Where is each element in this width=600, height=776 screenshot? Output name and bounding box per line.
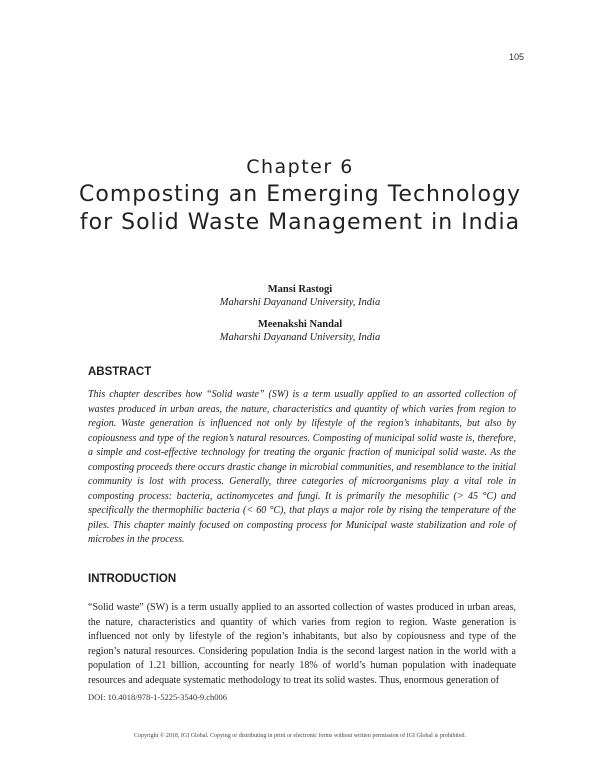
author-affiliation: Maharshi Dayanand University, India <box>219 332 381 343</box>
abstract-text: This chapter describes how “Solid waste” (SW) is a term usually applied to an assorted collection of wastes produced in urban areas, the nature, characteristics and quantity of which varies from region to region. Waste generation is influenced not only by lifestyle of the region’s inhabitants, but also by copiousness and type of the region’s natural resources. Composting of municipal solid waste is, therefore, a simple and cost-effective technology for treating the organic fraction of municipal solid waste. As the composting proceeds there occurs drastic change in microbial communities, and resemblance to the initial community is lost with process. Generally, three categories of microorganisms play a vital role in composting process: bacteria, actinomycetes and fungi. It is primarily the mesophilic (> 45 °C) and specifically the thermophilic bacteria (< 60 °C), that plays a major role by rising the temperature of the piles. This chapter mainly focused on composting process for Municipal waste stabilization and role of microbes in the process. <box>88 389 516 545</box>
page-number: 105 <box>508 52 524 62</box>
author-name: Meenakshi Nandal <box>257 319 343 330</box>
introduction-text: “Solid waste” (SW) is a term usually applied to an assorted collection of wastes produced in urban areas, the nature, characteristics and quantity of which varies from region to region. Waste generation is influenced not only by lifestyle of the region’s inhabitants, but also by copiousness and type of the region’s natural resources. Considering population India is the second largest nation in the world with a population of 1.21 billion, accounting for nearly 18% of world’s human population with inadequate resources and adequate systematic methodology to treat its solid wastes. Thus, enormous generation of <box>88 602 516 686</box>
author-name: Mansi Rastogi <box>267 284 333 295</box>
abstract-heading: ABSTRACT <box>88 366 152 378</box>
chapter-label: Chapter 6 <box>246 156 354 178</box>
doi: DOI: 10.4018/978-1-5225-3540-9.ch006 <box>88 692 228 702</box>
author-affiliation: Maharshi Dayanand University, India <box>219 297 381 308</box>
copyright-notice: Copyright © 2018, IGI Global. Copying or distributing in print or electronic forms without written permission of IGI Global is prohibited. <box>133 733 466 739</box>
introduction-heading: INTRODUCTION <box>88 573 177 585</box>
author-block <box>0 318 600 344</box>
author-block <box>0 283 600 309</box>
chapter-title: Composting an Emerging Technology for Solid Waste Management in India <box>79 182 521 235</box>
